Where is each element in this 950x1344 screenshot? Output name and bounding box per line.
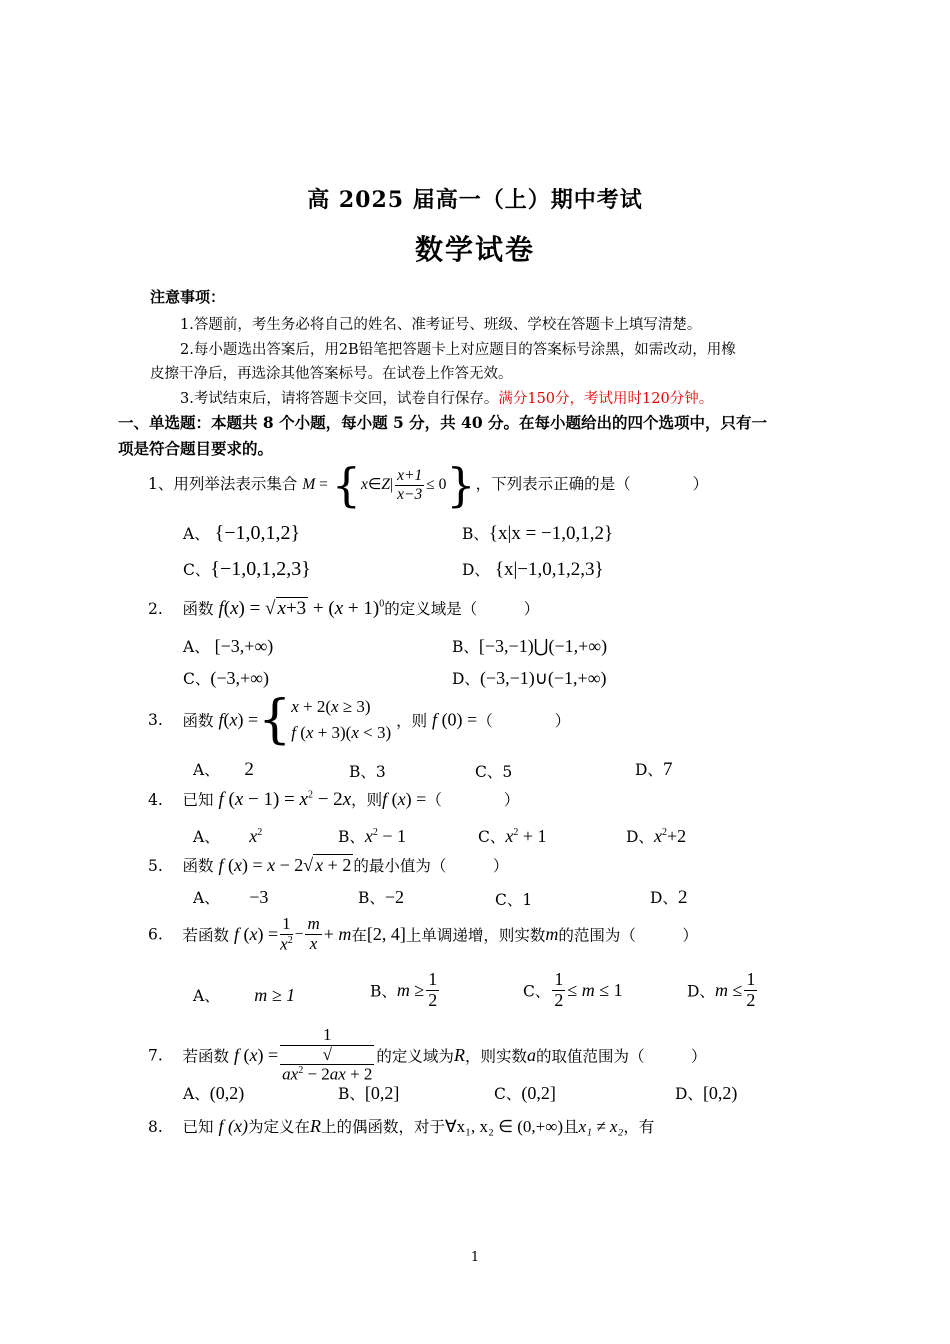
- q1-prefix: 1、用列举法表示集合: [148, 475, 298, 493]
- q5-option-c: C、1: [495, 891, 533, 909]
- q4-option-c: C、$x^2 + 1$: [478, 826, 547, 846]
- notice-item-3: [180, 387, 713, 408]
- q7-option-c: C、(0,2]: [494, 1083, 556, 1103]
- notice-heading: 注意事项：: [150, 288, 226, 306]
- question-7: 7. 若函数 f (x) = 1 √ $ax^2 - 2ax + 2$ 的定义域为R，则实数a的取值范围为（ ）: [148, 1025, 707, 1085]
- q2-option-d: D、(−3,−1)∪(−1,+∞): [452, 668, 607, 688]
- q1-option-b: B、{x|x = −1,0,1,2}: [462, 523, 614, 544]
- question-2: 2. 函数 f(x) = √ $x+3 + (x + 1)^0$的定义域是（ ）: [148, 598, 540, 619]
- q5-option-d: D、2: [650, 887, 688, 908]
- q7-option-a: A、(0,2): [183, 1083, 245, 1103]
- q3-option-c: C、5: [475, 763, 513, 781]
- question-6: 6. 若函数 f (x) = $\frac{1}{x^2}$ − $\frac{m}{x}$ + m在[2, 4]上单调递增，则实数m的范围为（ ）: [148, 914, 698, 954]
- question-4: 4. 已知 f $(x - 1) = x^2 - 2x$，则f (x) =（ ）: [148, 789, 520, 810]
- notice-item-2: 2.每小题选出答案后，用2B铅笔把答题卡上对应题目的答案标号涂黑，如需改动，用橡: [180, 342, 736, 358]
- section-heading-cont: 项是符合题目要求的。: [118, 439, 274, 458]
- q7-option-b: B、[0,2]: [338, 1083, 400, 1103]
- notice-item-3-text: 3.考试结束后，请将答题卡交回，试卷自行保存。: [180, 391, 499, 407]
- q4-option-b: B、$x^2 - 1$: [338, 826, 407, 846]
- notice-item-1: 1.答题前，考生务必将自己的姓名、准考证号、班级、学校在答题卡上填写清楚。: [180, 317, 702, 333]
- q2-option-a: A、 [−3,+∞): [183, 636, 274, 656]
- q3-option-b: B、3: [349, 763, 386, 781]
- q3-option-d: D、7: [635, 759, 673, 780]
- notice-item-2-cont: 皮擦干净后，再选涂其他答案标号。在试卷上作答无效。: [150, 366, 513, 382]
- q1-option-d: D、 {x|−1,0,1,2,3}: [462, 559, 604, 580]
- q1-option-c: C、{−1,0,1,2,3}: [183, 558, 311, 580]
- q6-option-b: B、m ≥ $\frac{1}{2}$: [370, 969, 438, 1010]
- question-8: 8. 已知 f (x)为定义在R上的偶函数，对于∀x₁, x₂ ∈ (0,+∞)且x₁ ≠ x₂，有: [148, 1116, 655, 1136]
- q1-suffix: ，下列表示正确的是（ ）: [475, 475, 709, 493]
- q7-option-d: D、[0,2): [675, 1083, 738, 1103]
- q4-option-a: A、 $x^2$: [193, 826, 263, 846]
- q3-option-a: A、 2: [193, 759, 254, 780]
- q6-option-c: C、 $\frac{1}{2}$ ≤ m ≤ 1: [523, 969, 623, 1010]
- q4-option-d: D、$x^2+2$: [626, 826, 687, 846]
- q5-option-a: A、 −3: [193, 887, 269, 907]
- q6-option-a: A、 m ≥ 1: [193, 985, 296, 1005]
- question-5: 5. 函数 f (x) = x − 2√ x + 2 的最小值为（ ）: [148, 855, 509, 875]
- page-number: 1: [470, 1250, 480, 1265]
- notice-score-time: 满分150分，考试用时120分钟。: [498, 391, 714, 407]
- exam-subject: 数学试卷: [414, 233, 535, 266]
- q6-option-d: D、m ≤ $\frac{1}{2}$: [687, 969, 756, 1010]
- q1-option-a: A、 {−1,0,1,2}: [183, 522, 301, 544]
- q2-option-c: C、(−3,+∞): [183, 668, 269, 688]
- section-heading: 一、单选题：本题共 8 个小题，每小题 5 分，共 40 分。在每小题给出的四个选项中，只有一: [118, 413, 768, 432]
- question-3: 3. 函数 f(x) ={ x + 2(x ≥ 3) f (x + 3)(x < 3) ，则 f (0) =（ ）: [148, 690, 571, 750]
- q2-option-b: B、[−3,−1)⋃(−1,+∞): [452, 636, 608, 656]
- exam-title: 高 2025 届高一（上）期中考试: [307, 187, 643, 213]
- question-1: 1、用列举法表示集合 M = {x∈Z| $\frac{x+1}{x-3}$ ≤ 0}，下列表示正确的是（ ）: [148, 458, 709, 512]
- q5-option-b: B、−2: [358, 887, 405, 907]
